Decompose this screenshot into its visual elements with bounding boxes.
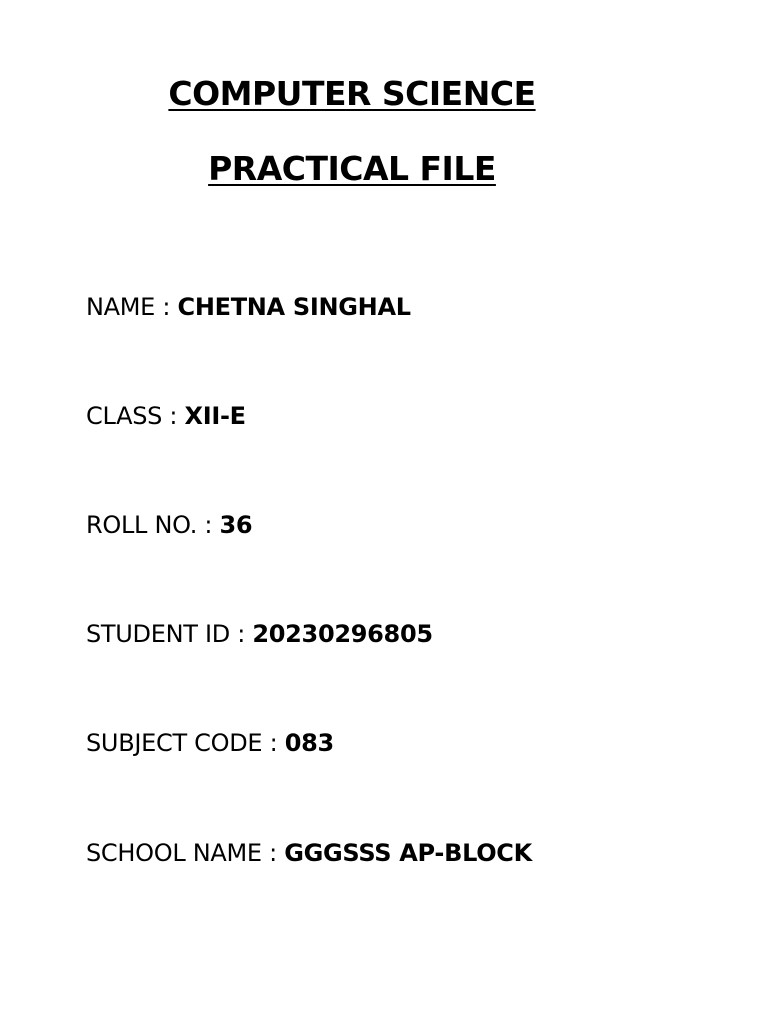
school-name-field [86, 839, 532, 867]
student-id-field [86, 620, 433, 648]
roll-no-label: ROLL NO. : [86, 511, 220, 539]
student-id-value: 20230296805 [252, 620, 433, 648]
school-name-value: GGGSSS AP-BLOCK [284, 839, 532, 867]
school-name-label: SCHOOL NAME : [86, 839, 285, 867]
class-value: XII-E [184, 402, 246, 430]
title-line-1: COMPUTER SCIENCE [168, 74, 536, 113]
name-field [86, 293, 411, 321]
subject-code-label: SUBJECT CODE : [86, 729, 285, 757]
roll-no-field [86, 511, 252, 539]
title-line-2: PRACTICAL FILE [208, 149, 496, 188]
roll-no-value: 36 [219, 511, 253, 539]
name-value: CHETNA SINGHAL [177, 293, 411, 321]
class-field [86, 402, 246, 430]
subject-code-value: 083 [284, 729, 334, 757]
subject-code-field [86, 729, 334, 757]
student-id-label: STUDENT ID : [86, 620, 253, 648]
class-label: CLASS : [86, 402, 185, 430]
name-label: NAME : [86, 293, 178, 321]
